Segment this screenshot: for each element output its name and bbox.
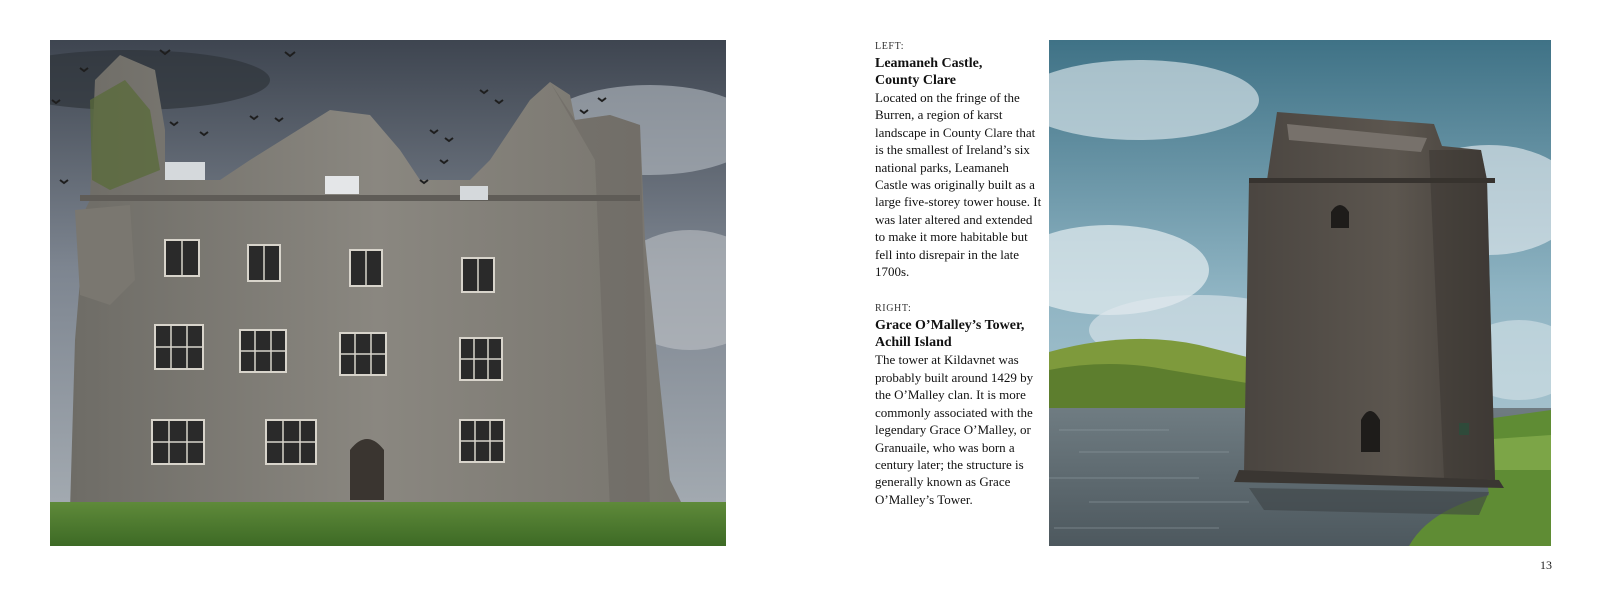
caption-right-title-line2: Achill Island xyxy=(875,335,952,351)
caption-right-body: The tower at Kildavnet was probably built around 1429 by the O’Malley clan. It is more commonly associated with the legendary Grace O’Malley, or Granuaile, who was born a century later; the structure is generally known as Grace O’Malley’s Tower. xyxy=(875,352,1034,507)
caption-left-body: Located on the fringe of the Burren, a region of karst landscape in County Clare that is the smallest of Ireland’s six national parks, Leamaneh Castle was originally built as a large five-storey tower house. It was later altered and extended to make it more habitable but fell into disrepair in the late 1700s. xyxy=(875,90,1042,280)
caption-left xyxy=(875,40,1043,280)
caption-left-title-line2: County Clare xyxy=(875,73,957,88)
caption-column xyxy=(875,40,1043,508)
caption-left-tag: LEFT: xyxy=(875,41,905,52)
caption-left-title-line1: Leamaneh Castle, xyxy=(875,56,983,71)
page-number: 13 xyxy=(1540,558,1552,572)
photo-leamaneh-castle xyxy=(50,40,726,546)
photo-grace-omalley-tower xyxy=(1049,40,1551,546)
castle-ruin-illustration xyxy=(50,40,726,546)
caption-right-title-line1: Grace O’Malley’s Tower, xyxy=(875,318,1025,334)
caption-right xyxy=(875,302,1043,508)
caption-right-tag: RIGHT: xyxy=(875,303,912,315)
tower-house-illustration xyxy=(1049,40,1551,546)
